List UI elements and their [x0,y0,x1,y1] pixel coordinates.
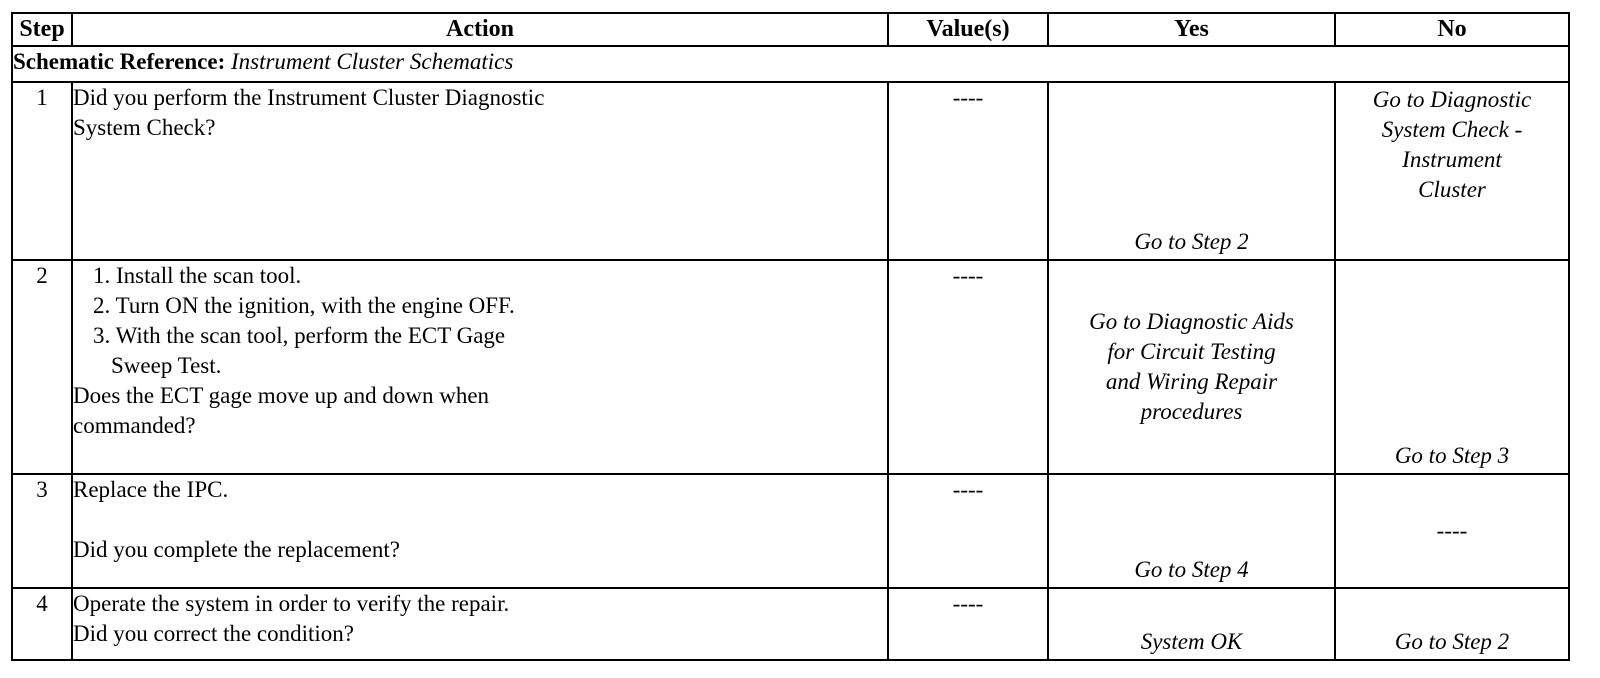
yes-cell [1048,82,1335,260]
action-cell [72,260,888,474]
no-value: ---- [1436,518,1468,543]
no-cell [1335,260,1569,474]
schematic-reference-row [12,46,1569,82]
yes-link-line: procedures [1140,399,1243,424]
step-number: 3 [12,474,72,588]
yes-cell [1048,588,1335,660]
action-question: Does the ECT gage move up and down when [73,383,490,408]
yes-cell [1048,474,1335,588]
no-link-line: Cluster [1418,177,1486,202]
yes-link[interactable] [1049,261,1334,473]
action-text: System Check? [73,115,216,140]
action-step-item: 3. With the scan tool, perform the ECT Gage Sweep Test. [93,323,506,378]
no-link[interactable] [1336,83,1568,205]
no-link-line: Go to Diagnostic [1372,87,1532,112]
yes-link[interactable]: Go to Step 2 [1134,229,1249,254]
table-row [12,588,1569,660]
action-cell [72,588,888,660]
yes-cell[interactable] [1048,260,1335,474]
no-cell [1335,474,1569,588]
no-link[interactable]: Go to Step 3 [1394,443,1510,468]
yes-link-line: Go to Diagnostic Aids [1089,309,1294,334]
table-row [12,474,1569,588]
header-step: Step [12,13,72,46]
value-cell: ---- [888,474,1048,588]
schematic-reference-link[interactable]: Instrument Cluster Schematics [230,49,514,74]
step-number: 1 [12,82,72,260]
yes-link[interactable]: Go to Step 4 [1134,557,1249,582]
action-question: commanded? [73,413,196,438]
step-number: 2 [12,260,72,474]
schematic-reference [12,46,1569,82]
value-cell: ---- [888,82,1048,260]
action-step-item: 1. Install the scan tool. [93,263,302,288]
header-action: Action [72,13,888,46]
yes-link[interactable]: System OK [1140,629,1243,654]
value-cell: ---- [888,588,1048,660]
table-row [12,82,1569,260]
value-cell: ---- [888,260,1048,474]
yes-link-line: and Wiring Repair [1105,369,1278,394]
action-cell [72,474,888,588]
no-cell [1335,588,1569,660]
action-text: Did you perform the Instrument Cluster Diagnostic [73,85,545,110]
action-steps-list [73,261,887,381]
table-row [12,260,1569,474]
action-question: Did you complete the replacement? [73,537,400,562]
header-no: No [1335,13,1569,46]
no-link-line: System Check - [1381,117,1523,142]
no-link-line: Instrument [1402,147,1502,172]
diagnostic-table-container [11,12,1570,661]
header-values: Value(s) [888,13,1048,46]
action-question: Did you correct the condition? [73,621,355,646]
action-cell [72,82,888,260]
no-cell[interactable] [1335,82,1569,260]
action-step-item: 2. Turn ON the ignition, with the engine OFF. [93,293,515,318]
header-yes: Yes [1048,13,1335,46]
schematic-reference-label: Schematic Reference: [13,49,226,74]
step-number: 4 [12,588,72,660]
diagnostic-table [11,12,1570,661]
header-row [12,13,1569,46]
action-text: Operate the system in order to verify the repair. [73,591,510,616]
no-link[interactable]: Go to Step 2 [1394,629,1510,654]
yes-link-line: for Circuit Testing [1107,339,1276,364]
action-text: Replace the IPC. [73,477,229,502]
